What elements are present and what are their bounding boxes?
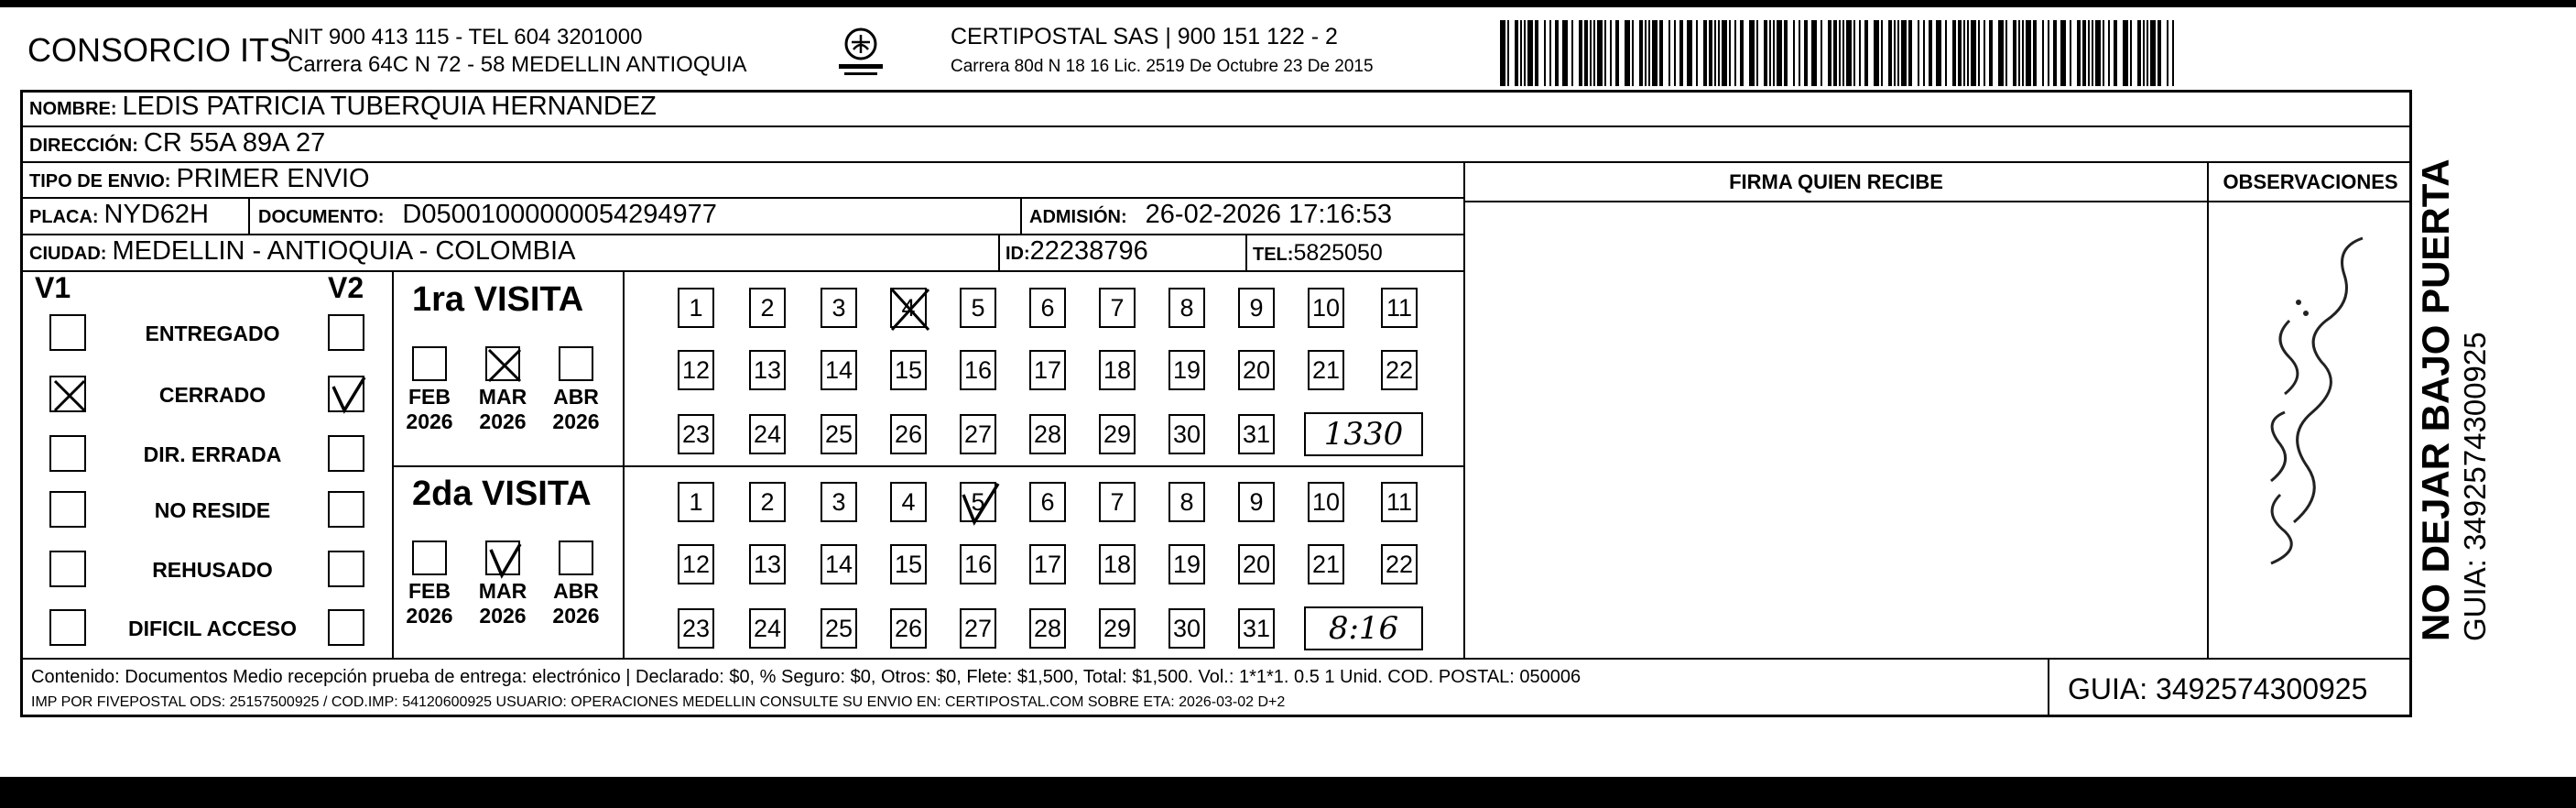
barcode-bar: [1842, 20, 1844, 86]
day-box[interactable]: 22: [1381, 350, 1418, 390]
month-name: ABR: [553, 385, 599, 409]
barcode-bar: [1978, 20, 1980, 86]
documento-label: DOCUMENTO:: [258, 207, 385, 227]
barcode-bar: [1784, 20, 1788, 86]
day-box[interactable]: 28: [1029, 608, 1066, 649]
month-name: MAR: [478, 385, 527, 409]
id-field: [1005, 236, 1148, 267]
barcode-bar: [1773, 20, 1775, 86]
barcode-bar: [1989, 20, 1993, 86]
tel-field: [1253, 240, 1383, 267]
month-label: [397, 579, 462, 628]
day-box[interactable]: 1: [678, 288, 714, 328]
v2-checkbox[interactable]: [328, 551, 364, 587]
month-checkbox[interactable]: [485, 540, 520, 575]
day-box[interactable]: 11: [1381, 482, 1418, 522]
barcode-bar: [2082, 20, 2086, 86]
admision-value: 26-02-2026 17:16:53: [1145, 200, 1392, 229]
month-label: [471, 579, 535, 628]
certipostal-line: CERTIPOSTAL SAS | 900 151 122 - 2: [951, 24, 1338, 49]
day-box[interactable]: 25: [821, 608, 857, 649]
status-label: NO RESIDE: [154, 498, 271, 522]
visit-time[interactable]: 8:16: [1304, 606, 1423, 650]
day-box[interactable]: 12: [678, 350, 714, 390]
day-box[interactable]: 25: [821, 414, 857, 454]
day-box[interactable]: 10: [1308, 288, 1344, 328]
barcode-bar: [1625, 20, 1630, 86]
barcode-bar: [1555, 20, 1559, 86]
barcode-bar: [1652, 20, 1658, 86]
col-line: [1020, 197, 1022, 234]
day-box[interactable]: 22: [1381, 544, 1418, 584]
barcode-bar: [2033, 20, 2037, 86]
barcode-bar: [1718, 20, 1720, 86]
bottom-edge-bar: [0, 777, 2576, 808]
month-year: 2026: [406, 409, 453, 433]
v2-checkbox[interactable]: [328, 435, 364, 472]
month-name: FEB: [408, 385, 451, 409]
barcode-bar: [1639, 20, 1643, 86]
side-notice-block: [2414, 158, 2493, 641]
placa-value: NYD62H: [103, 200, 209, 229]
month-name: ABR: [553, 579, 599, 603]
barcode-bar: [1828, 20, 1831, 86]
day-box[interactable]: 6: [1029, 288, 1066, 328]
row-line: [20, 270, 1463, 272]
barcode-bar: [1984, 20, 1985, 86]
barcode-bar: [2114, 20, 2117, 86]
admision-field: [1029, 200, 1392, 230]
v1-checkbox[interactable]: [49, 314, 86, 351]
barcode-bar: [1679, 20, 1683, 86]
barcode-bar: [2167, 20, 2168, 86]
v2-checkbox[interactable]: [328, 609, 364, 646]
barcode-bar: [2092, 20, 2093, 86]
admision-label: ADMISIÓN:: [1029, 207, 1127, 227]
company-address: Carrera 64C N 72 - 58 MEDELLIN ANTIOQUIA: [288, 52, 747, 77]
v1-checkbox[interactable]: [49, 435, 86, 472]
barcode-bar: [1590, 20, 1592, 86]
day-box[interactable]: 21: [1308, 350, 1344, 390]
day-box[interactable]: 8: [1168, 482, 1205, 522]
v1-checkbox[interactable]: [49, 491, 86, 528]
barcode-bar: [2048, 20, 2049, 86]
day-box[interactable]: 15: [890, 350, 927, 390]
day-box[interactable]: 5: [960, 288, 996, 328]
barcode-bar: [1833, 20, 1837, 86]
day-box[interactable]: 29: [1099, 414, 1136, 454]
day-box[interactable]: 27: [960, 608, 996, 649]
status-label: CERRADO: [158, 383, 266, 407]
barcode-bar: [1859, 20, 1861, 86]
day-box[interactable]: 17: [1029, 350, 1066, 390]
row-line: [20, 126, 2412, 127]
tipo-envio-value: PRIMER ENVIO: [176, 164, 370, 193]
v1-checkbox[interactable]: [49, 609, 86, 646]
firma-header: FIRMA QUIEN RECIBE: [1729, 170, 1943, 193]
visit-title: 2da VISITA: [412, 475, 592, 513]
documento-value: D05001000000054294977: [402, 200, 717, 229]
barcode-bar: [1593, 20, 1595, 86]
tipo-envio-field: [29, 164, 370, 194]
day-box[interactable]: 26: [890, 414, 927, 454]
barcode-bar: [1549, 20, 1551, 86]
placa-field: [29, 200, 209, 230]
month-year: 2026: [479, 409, 527, 433]
day-box[interactable]: 19: [1168, 350, 1205, 390]
day-box[interactable]: 3: [821, 482, 857, 522]
barcode-bar: [2026, 20, 2031, 86]
v2-checkbox[interactable]: [328, 314, 364, 351]
barcode-bar: [2018, 20, 2020, 86]
barcode-bar: [1674, 20, 1676, 86]
day-box[interactable]: 26: [890, 608, 927, 649]
contenido-line: Contenido: Documentos Medio recepción prueba de entrega: electrónico | Declarado: $0, % Seguro: $0, Otros: $0, Flete: $1,500, Total: $1,500. Vol.: 1*1*1. 0.5 1 Unid. COD. POSTAL: 050006: [31, 667, 1581, 687]
barcode-bar: [1897, 20, 1899, 86]
barcode-bar: [2060, 20, 2066, 86]
barcode-bar: [1579, 20, 1582, 86]
barcode-bar: [1645, 20, 1647, 86]
side-guia: GUIA: 3492574300925: [2458, 332, 2492, 641]
col-line: [392, 270, 394, 658]
barcode-bar: [1923, 20, 1925, 86]
month-checkbox[interactable]: [485, 346, 520, 381]
day-box[interactable]: 19: [1168, 544, 1205, 584]
no-dejar-bajo-puerta: NO DEJAR BAJO PUERTA: [2414, 158, 2457, 641]
day-box[interactable]: 11: [1381, 288, 1418, 328]
barcode-bar: [1571, 20, 1573, 86]
barcode-bar: [1527, 20, 1533, 86]
barcode-bar: [1846, 20, 1852, 86]
barcode-bar: [2095, 20, 2101, 86]
month-checkbox[interactable]: [559, 346, 593, 381]
day-box[interactable]: 7: [1099, 288, 1136, 328]
barcode-bar: [1864, 20, 1868, 86]
footer-line: [20, 658, 2412, 660]
direccion-label: DIRECCIÓN:: [29, 136, 138, 156]
barcode-bar: [1520, 20, 1522, 86]
col-line: [1245, 234, 1247, 270]
barcode-bar: [1544, 20, 1546, 86]
status-label: REHUSADO: [152, 558, 273, 582]
tipo-envio-label: TIPO DE ENVIO:: [29, 171, 171, 191]
barcode-bar: [1610, 20, 1612, 86]
visit-title: 1ra VISITA: [412, 280, 584, 319]
certipostal-logo: [824, 26, 897, 81]
day-box[interactable]: 14: [821, 544, 857, 584]
day-box[interactable]: 17: [1029, 544, 1066, 584]
documento-field: [258, 200, 717, 230]
col-line: [1463, 161, 1465, 658]
day-box[interactable]: 10: [1308, 482, 1344, 522]
status-label: DIR. ERRADA: [143, 442, 282, 466]
barcode-bar: [1500, 20, 1505, 86]
day-box[interactable]: 24: [749, 414, 786, 454]
barcode-bar: [1799, 20, 1800, 86]
barcode-bar: [1936, 20, 1941, 86]
visit-divider: [392, 465, 1463, 467]
day-box[interactable]: 9: [1238, 288, 1275, 328]
company-name: CONSORCIO ITS: [27, 31, 292, 69]
day-box[interactable]: 8: [1168, 288, 1205, 328]
month-year: 2026: [552, 409, 600, 433]
barcode-bar: [1687, 20, 1692, 86]
barcode-bar: [1597, 20, 1603, 86]
barcode-bar: [2013, 20, 2016, 86]
barcode-bar: [1967, 20, 1969, 86]
barcode-bar: [1811, 20, 1817, 86]
barcode-bar: [2143, 20, 2145, 86]
col-line: [2048, 658, 2049, 717]
handwritten-observation-signature: [2234, 202, 2408, 605]
barcode-bar: [2137, 20, 2141, 86]
v1-checkbox[interactable]: [49, 376, 86, 412]
barcode-bar: [1604, 20, 1606, 86]
row-line: [20, 197, 1463, 199]
day-box[interactable]: 13: [749, 544, 786, 584]
barcode-bar: [1709, 20, 1712, 86]
day-box[interactable]: 30: [1168, 608, 1205, 649]
month-label: [471, 385, 535, 434]
nombre-value: LEDIS PATRICIA TUBERQUIA HERNANDEZ: [122, 92, 657, 121]
barcode-bar: [1615, 20, 1619, 86]
barcode-bar: [1764, 20, 1767, 86]
col-line: [998, 234, 1000, 270]
day-box[interactable]: 5: [960, 482, 996, 522]
day-box[interactable]: 14: [821, 350, 857, 390]
month-checkbox[interactable]: [412, 346, 447, 381]
month-checkbox[interactable]: [412, 540, 447, 575]
barcode-bar: [1777, 20, 1782, 86]
day-box[interactable]: 24: [749, 608, 786, 649]
barcode-bar: [1918, 20, 1919, 86]
month-year: 2026: [479, 604, 527, 628]
barcode-bar: [2005, 20, 2007, 86]
barcode-bar: [1507, 20, 1509, 86]
day-box[interactable]: 29: [1099, 608, 1136, 649]
tel-label: TEL:: [1253, 245, 1294, 265]
barcode-bar: [1524, 20, 1526, 86]
month-label: [544, 579, 608, 628]
barcode-bar: [1839, 20, 1841, 86]
barcode-bar: [1901, 20, 1907, 86]
top-edge-line: [0, 0, 2576, 7]
barcode-bar: [1769, 20, 1771, 86]
day-box[interactable]: 20: [1238, 350, 1275, 390]
v1-header: V1: [35, 271, 71, 304]
observaciones-header: OBSERVACIONES: [2223, 170, 2398, 193]
barcode-bar: [1632, 20, 1634, 86]
v1-checkbox[interactable]: [49, 551, 86, 587]
barcode-bar: [2053, 20, 2057, 86]
barcode-bar: [2022, 20, 2024, 86]
day-box[interactable]: 15: [890, 544, 927, 584]
status-label: ENTREGADO: [145, 322, 280, 345]
barcode-bar: [1722, 20, 1727, 86]
col-line: [248, 197, 250, 234]
barcode-bar: [1929, 20, 1932, 86]
day-box[interactable]: 20: [1238, 544, 1275, 584]
month-year: 2026: [552, 604, 600, 628]
day-box[interactable]: 7: [1099, 482, 1136, 522]
month-name: MAR: [478, 579, 527, 603]
barcode-bar: [1945, 20, 1947, 86]
tracking-barcode: [1500, 20, 2181, 86]
day-box[interactable]: 6: [1029, 482, 1066, 522]
day-box[interactable]: 27: [960, 414, 996, 454]
barcode-bar: [1729, 20, 1731, 86]
imp-line: IMP POR FIVEPOSTAL ODS: 25157500925 / COD.IMP: 54120600925 USUARIO: OPERACIONES MEDELLIN CONSULTE SU ENVIO EN: CERTIPOSTAL.COM SOBRE ETA: 2026-03-02 D+2: [31, 694, 1286, 710]
direccion-field: [29, 128, 325, 158]
day-box[interactable]: 31: [1238, 608, 1275, 649]
barcode-bar: [1793, 20, 1795, 86]
barcode-bar: [2150, 20, 2156, 86]
barcode-bar: [1562, 20, 1568, 86]
barcode-bar: [1668, 20, 1670, 86]
direccion-value: CR 55A 89A 27: [143, 128, 326, 158]
day-box[interactable]: 23: [678, 414, 714, 454]
barcode-bar: [2172, 20, 2174, 86]
barcode-bar: [1535, 20, 1538, 86]
day-box[interactable]: 21: [1308, 544, 1344, 584]
day-box[interactable]: 9: [1238, 482, 1275, 522]
day-box[interactable]: 13: [749, 350, 786, 390]
barcode-bar: [1648, 20, 1650, 86]
tel-value: 5825050: [1293, 240, 1383, 266]
barcode-bar: [1952, 20, 1956, 86]
barcode-bar: [2103, 20, 2104, 86]
nombre-label: NOMBRE:: [29, 99, 117, 119]
barcode-bar: [1881, 20, 1883, 86]
barcode-bar: [1998, 20, 2004, 86]
day-box[interactable]: 31: [1238, 414, 1275, 454]
day-box[interactable]: 16: [960, 350, 996, 390]
placa-label: PLACA:: [29, 207, 99, 227]
barcode-bar: [2070, 20, 2071, 86]
barcode-bar: [1584, 20, 1588, 86]
visit-time[interactable]: 1330: [1304, 412, 1423, 456]
barcode-bar: [1821, 20, 1822, 86]
day-box[interactable]: 18: [1099, 544, 1136, 584]
barcode-bar: [2123, 20, 2128, 86]
v2-checkbox[interactable]: [328, 376, 364, 412]
barcode-bar: [2042, 20, 2044, 86]
barcode-bar: [1696, 20, 1698, 86]
col-line: [2207, 161, 2209, 658]
day-box[interactable]: 12: [678, 544, 714, 584]
col-line: [623, 270, 625, 658]
month-label: [544, 385, 608, 434]
barcode-bar: [1894, 20, 1896, 86]
month-name: FEB: [408, 579, 451, 603]
day-box[interactable]: 18: [1099, 350, 1136, 390]
v2-checkbox[interactable]: [328, 491, 364, 528]
barcode-bar: [2077, 20, 2081, 86]
barcode-bar: [1714, 20, 1716, 86]
barcode-bar: [1659, 20, 1663, 86]
footer-guia: GUIA: 3492574300925: [2068, 672, 2368, 705]
company-info: [288, 24, 747, 79]
barcode-bar: [2108, 20, 2110, 86]
day-box[interactable]: 1: [678, 482, 714, 522]
barcode-bar: [2147, 20, 2148, 86]
barcode-bar: [2130, 20, 2132, 86]
month-label: [397, 385, 462, 434]
barcode-bar: [2158, 20, 2161, 86]
day-box[interactable]: 3: [821, 288, 857, 328]
barcode-bar: [1963, 20, 1965, 86]
day-box[interactable]: 4: [890, 482, 927, 522]
barcode-bar: [1853, 20, 1855, 86]
day-box[interactable]: 2: [749, 482, 786, 522]
barcode-bar: [1971, 20, 1976, 86]
barcode-bar: [1756, 20, 1758, 86]
id-label: ID:: [1005, 244, 1030, 264]
barcode-bar: [1958, 20, 1962, 86]
barcode-bar: [1740, 20, 1744, 86]
barcode-bar: [1888, 20, 1892, 86]
nombre-field: [29, 92, 657, 122]
day-box[interactable]: 28: [1029, 414, 1066, 454]
nit-line: NIT 900 413 115 - TEL 604 3201000: [288, 25, 643, 49]
status-label: DIFICIL ACCESO: [127, 617, 297, 640]
barcode-bar: [2088, 20, 2090, 86]
day-box[interactable]: 30: [1168, 414, 1205, 454]
barcode-bar: [1734, 20, 1736, 86]
barcode-bar: [1804, 20, 1808, 86]
certipostal-address: Carrera 80d N 18 16 Lic. 2519 De Octubre 23 De 2015: [951, 57, 1374, 76]
day-box[interactable]: 4: [890, 288, 927, 328]
ciudad-field: [29, 236, 575, 267]
id-value: 22238796: [1029, 236, 1148, 266]
ciudad-value: MEDELLIN - ANTIOQUIA - COLOMBIA: [112, 236, 576, 266]
barcode-bar: [1749, 20, 1755, 86]
v2-header: V2: [328, 271, 364, 304]
barcode-bar: [1874, 20, 1879, 86]
day-box[interactable]: 2: [749, 288, 786, 328]
barcode-bar: [1908, 20, 1912, 86]
month-checkbox[interactable]: [559, 540, 593, 575]
barcode-bar: [1703, 20, 1707, 86]
row-line: [20, 161, 2412, 163]
barcode-bar: [1515, 20, 1518, 86]
month-year: 2026: [406, 604, 453, 628]
day-box[interactable]: 23: [678, 608, 714, 649]
day-box[interactable]: 16: [960, 544, 996, 584]
ciudad-label: CIUDAD:: [29, 244, 107, 264]
